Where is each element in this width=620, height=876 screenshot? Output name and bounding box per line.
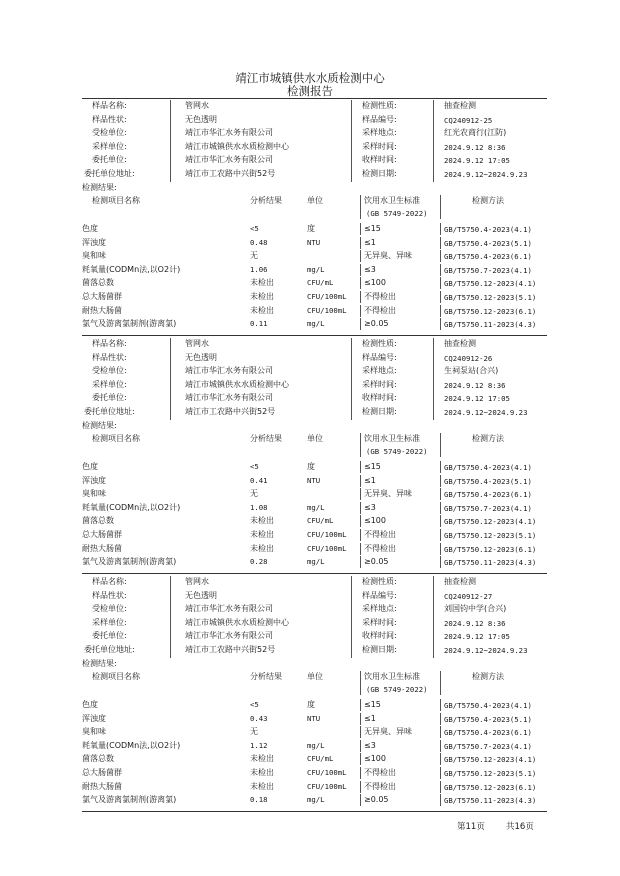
column-header-standard: 饮用水卫生标准 bbox=[364, 434, 420, 443]
table-row-result: 无 bbox=[250, 489, 258, 499]
info-divider bbox=[170, 576, 171, 658]
section-rule bbox=[82, 335, 547, 336]
table-divider bbox=[440, 291, 441, 303]
results-label: 检测结果: bbox=[82, 659, 117, 668]
receive-time-value: 2024.9.12 17:05 bbox=[444, 632, 510, 642]
sample-name-label: 样品名称: bbox=[92, 577, 127, 586]
header-rule bbox=[82, 98, 547, 99]
table-row-unit: 度 bbox=[307, 224, 315, 233]
table-row-standard: ≤100 bbox=[364, 278, 386, 288]
table-divider bbox=[440, 223, 441, 235]
table-row-standard: 不得检出 bbox=[364, 768, 396, 777]
sampling-time-value: 2024.9.12 8:36 bbox=[444, 380, 506, 390]
table-divider bbox=[440, 515, 441, 527]
table-row-item: 臭和味 bbox=[82, 251, 106, 261]
table-divider bbox=[360, 433, 361, 457]
test-date-label: 检测日期: bbox=[362, 407, 397, 416]
table-divider bbox=[440, 529, 441, 541]
table-row-item: 氯气及游离氯制剂(游离氯) bbox=[82, 795, 177, 805]
table-row-unit: CFU/mL bbox=[307, 278, 334, 288]
sample-name-value: 管网水 bbox=[185, 339, 209, 348]
table-divider bbox=[440, 264, 441, 276]
table-row-result: <5 bbox=[250, 700, 259, 709]
table-row-standard: ≥0.05 bbox=[364, 557, 389, 567]
table-row-result: 未检出 bbox=[250, 292, 274, 301]
table-row-item: 菌落总数 bbox=[82, 754, 114, 764]
table-row-method: GB/T5750.4-2023(5.1) bbox=[444, 714, 532, 724]
table-divider bbox=[360, 529, 361, 541]
sampling-time-value: 2024.9.12 8:36 bbox=[444, 618, 506, 628]
table-divider bbox=[360, 794, 361, 806]
entrust-unit-value: 靖江市华汇水务有限公司 bbox=[185, 155, 273, 165]
column-header-standard: 饮用水卫生标准 bbox=[364, 672, 420, 681]
table-divider bbox=[440, 556, 441, 568]
test-date-value: 2024.9.12~2024.9.23 bbox=[444, 646, 528, 655]
table-row-standard: ≤100 bbox=[364, 516, 386, 526]
receive-time-value: 2024.9.12 17:05 bbox=[444, 394, 510, 404]
table-row-item: 总大肠菌群 bbox=[82, 768, 122, 777]
sample-no-label: 样品编号: bbox=[362, 114, 397, 124]
table-row-method: GB/T5750.4-2023(6.1) bbox=[444, 728, 532, 738]
table-row-item: 浑浊度 bbox=[82, 475, 106, 485]
sample-no-value: CQ240912-26 bbox=[444, 353, 493, 363]
table-row-method: GB/T5750.12-2023(5.1) bbox=[444, 769, 537, 778]
column-header-unit: 单位 bbox=[307, 196, 323, 205]
table-divider bbox=[360, 488, 361, 500]
table-row-result: 未检出 bbox=[250, 278, 274, 288]
table-divider bbox=[360, 556, 361, 568]
table-row-item: 菌落总数 bbox=[82, 516, 114, 526]
table-divider bbox=[360, 291, 361, 303]
table-row-unit: mg/L bbox=[307, 740, 325, 750]
table-row-unit: NTU bbox=[307, 475, 321, 485]
table-divider bbox=[360, 237, 361, 249]
table-row-standard: 无异臭、异味 bbox=[364, 727, 412, 737]
table-row-standard: ≥0.05 bbox=[364, 795, 389, 805]
table-row-method: GB/T5750.12-2023(6.1) bbox=[444, 782, 537, 792]
entrust-unit-value: 靖江市华汇水务有限公司 bbox=[185, 631, 273, 641]
entrust-unit-label: 委托单位: bbox=[92, 155, 127, 165]
sample-name-label: 样品名称: bbox=[92, 339, 127, 348]
table-row-method: GB/T5750.7-2023(4.1) bbox=[444, 503, 532, 513]
table-row-method: GB/T5750.11-2023(4.3) bbox=[444, 320, 537, 330]
table-row-unit: CFU/100mL bbox=[307, 530, 347, 539]
info-divider bbox=[351, 576, 352, 658]
table-divider bbox=[360, 475, 361, 487]
info-divider bbox=[351, 100, 352, 182]
table-row-method: GB/T5750.12-2023(4.1) bbox=[444, 755, 537, 765]
table-divider bbox=[360, 502, 361, 514]
sample-property-label: 样品性状: bbox=[92, 352, 127, 362]
table-divider bbox=[440, 433, 441, 457]
sample-name-label: 样品名称: bbox=[92, 101, 127, 110]
table-divider bbox=[440, 461, 441, 473]
sampling-place-value: 生祠泵站(合兴) bbox=[444, 366, 499, 376]
table-divider bbox=[360, 515, 361, 527]
table-row-method: GB/T5750.11-2023(4.3) bbox=[444, 796, 537, 806]
sampling-unit-value: 靖江市城镇供水水质检测中心 bbox=[185, 379, 289, 389]
sampling-unit-value: 靖江市城镇供水水质检测中心 bbox=[185, 141, 289, 151]
table-row-method: GB/T5750.12-2023(5.1) bbox=[444, 531, 537, 540]
table-row-method: GB/T5750.12-2023(4.1) bbox=[444, 517, 537, 527]
table-row-unit: CFU/100mL bbox=[307, 543, 347, 553]
table-divider bbox=[440, 713, 441, 725]
table-row-result: 0.28 bbox=[250, 557, 268, 567]
column-header-item: 检测项目名称 bbox=[92, 672, 140, 681]
sample-no-value: CQ240912-27 bbox=[444, 591, 493, 601]
column-header-method: 检测方法 bbox=[472, 672, 504, 681]
table-row-unit: CFU/100mL bbox=[307, 781, 347, 791]
table-divider bbox=[440, 753, 441, 765]
test-nature-label: 检测性质: bbox=[362, 339, 397, 348]
table-row-method: GB/T5750.4-2023(4.1) bbox=[444, 225, 532, 234]
table-divider bbox=[440, 781, 441, 793]
table-divider bbox=[360, 195, 361, 219]
table-row-item: 耗氧量(CODMn法,以O2计) bbox=[82, 502, 181, 512]
table-divider bbox=[440, 488, 441, 500]
table-row-result: 未检出 bbox=[250, 305, 274, 315]
table-row-result: 未检出 bbox=[250, 754, 274, 764]
column-header-unit: 单位 bbox=[307, 434, 323, 443]
sampling-time-label: 采样时间: bbox=[362, 379, 397, 389]
sampling-unit-label: 采样单位: bbox=[92, 379, 127, 389]
table-row-result: 未检出 bbox=[250, 768, 274, 777]
table-divider bbox=[360, 277, 361, 289]
page-number: 第11页 bbox=[457, 822, 485, 832]
table-row-unit: CFU/mL bbox=[307, 754, 334, 764]
table-row-item: 菌落总数 bbox=[82, 278, 114, 288]
table-divider bbox=[360, 671, 361, 695]
table-row-unit: NTU bbox=[307, 713, 321, 723]
table-row-method: GB/T5750.7-2023(4.1) bbox=[444, 265, 532, 275]
table-row-standard: ≤15 bbox=[364, 224, 381, 233]
column-header-method: 检测方法 bbox=[472, 196, 504, 205]
test-date-value: 2024.9.12~2024.9.23 bbox=[444, 408, 528, 417]
section-rule bbox=[82, 811, 547, 812]
table-row-standard: 无异臭、异味 bbox=[364, 489, 412, 499]
table-row-standard: 不得检出 bbox=[364, 292, 396, 301]
table-row-item: 耐热大肠菌 bbox=[82, 781, 122, 791]
entrust-address-value: 靖江市工农路中兴街52号 bbox=[185, 645, 276, 654]
entrust-unit-value: 靖江市华汇水务有限公司 bbox=[185, 393, 273, 403]
table-row-result: 0.48 bbox=[250, 237, 268, 247]
table-row-result: 未检出 bbox=[250, 530, 274, 539]
test-nature-label: 检测性质: bbox=[362, 101, 397, 110]
entrust-address-value: 靖江市工农路中兴街52号 bbox=[185, 169, 276, 178]
test-nature-value: 抽查检测 bbox=[444, 577, 476, 586]
test-date-value: 2024.9.12~2024.9.23 bbox=[444, 170, 528, 179]
table-row-standard: ≤15 bbox=[364, 462, 381, 471]
table-row-unit: mg/L bbox=[307, 557, 325, 567]
sample-property-value: 无色透明 bbox=[185, 114, 217, 124]
table-row-method: GB/T5750.4-2023(5.1) bbox=[444, 476, 532, 486]
receive-time-value: 2024.9.12 17:05 bbox=[444, 156, 510, 166]
sample-no-label: 样品编号: bbox=[362, 352, 397, 362]
info-divider bbox=[433, 338, 434, 420]
table-row-item: 氯气及游离氯制剂(游离氯) bbox=[82, 557, 177, 567]
client-unit-label: 受检单位: bbox=[92, 128, 127, 138]
table-row-result: 1.06 bbox=[250, 264, 268, 274]
table-row-unit: 度 bbox=[307, 700, 315, 709]
results-label: 检测结果: bbox=[82, 183, 117, 192]
receive-time-label: 收样时间: bbox=[362, 393, 397, 403]
client-unit-value: 靖江市华汇水务有限公司 bbox=[185, 128, 273, 138]
table-row-result: 无 bbox=[250, 251, 258, 261]
table-row-item: 总大肠菌群 bbox=[82, 292, 122, 301]
table-row-standard: 不得检出 bbox=[364, 305, 396, 315]
client-unit-label: 受检单位: bbox=[92, 366, 127, 376]
column-header-standard-code: (GB 5749-2022) bbox=[366, 447, 428, 456]
table-row-item: 耗氧量(CODMn法,以O2计) bbox=[82, 740, 181, 750]
column-header-result: 分析结果 bbox=[250, 434, 282, 443]
table-divider bbox=[360, 250, 361, 262]
sampling-unit-value: 靖江市城镇供水水质检测中心 bbox=[185, 617, 289, 627]
section-rule bbox=[82, 573, 547, 574]
sampling-place-label: 采样地点: bbox=[362, 604, 397, 614]
table-divider bbox=[360, 264, 361, 276]
sampling-place-label: 采样地点: bbox=[362, 128, 397, 138]
table-divider bbox=[360, 543, 361, 555]
table-row-method: GB/T5750.4-2023(6.1) bbox=[444, 490, 532, 500]
page-total: 共16页 bbox=[506, 822, 534, 832]
table-row-standard: ≤1 bbox=[364, 237, 376, 247]
receive-time-label: 收样时间: bbox=[362, 631, 397, 641]
column-header-standard: 饮用水卫生标准 bbox=[364, 196, 420, 205]
table-row-standard: ≤15 bbox=[364, 700, 381, 709]
table-row-item: 臭和味 bbox=[82, 727, 106, 737]
table-row-standard: 不得检出 bbox=[364, 543, 396, 553]
table-row-unit: mg/L bbox=[307, 319, 325, 329]
sampling-place-label: 采样地点: bbox=[362, 366, 397, 376]
table-divider bbox=[440, 277, 441, 289]
table-row-item: 色度 bbox=[82, 462, 98, 471]
table-row-item: 耐热大肠菌 bbox=[82, 543, 122, 553]
table-row-result: <5 bbox=[250, 462, 259, 471]
client-unit-value: 靖江市华汇水务有限公司 bbox=[185, 366, 273, 376]
table-row-method: GB/T5750.12-2023(6.1) bbox=[444, 544, 537, 554]
sample-name-value: 管网水 bbox=[185, 577, 209, 586]
test-date-label: 检测日期: bbox=[362, 169, 397, 178]
column-header-standard-code: (GB 5749-2022) bbox=[366, 209, 428, 218]
table-row-method: GB/T5750.7-2023(4.1) bbox=[444, 741, 532, 751]
table-row-method: GB/T5750.4-2023(5.1) bbox=[444, 238, 532, 248]
table-row-method: GB/T5750.12-2023(4.1) bbox=[444, 279, 537, 289]
sample-property-label: 样品性状: bbox=[92, 114, 127, 124]
table-row-unit: CFU/100mL bbox=[307, 292, 347, 301]
sampling-unit-label: 采样单位: bbox=[92, 141, 127, 151]
table-row-unit: CFU/100mL bbox=[307, 768, 347, 777]
table-row-result: <5 bbox=[250, 224, 259, 233]
info-divider bbox=[170, 100, 171, 182]
sampling-place-value: 红光农商行(江防) bbox=[444, 128, 507, 138]
page-title: 靖江市城镇供水水质检测中心 bbox=[235, 71, 385, 85]
table-row-result: 未检出 bbox=[250, 543, 274, 553]
table-divider bbox=[440, 305, 441, 317]
info-divider bbox=[433, 576, 434, 658]
table-row-unit: NTU bbox=[307, 237, 321, 247]
table-row-unit: mg/L bbox=[307, 795, 325, 805]
table-row-item: 耐热大肠菌 bbox=[82, 305, 122, 315]
table-divider bbox=[440, 475, 441, 487]
table-row-result: 1.08 bbox=[250, 502, 268, 512]
table-row-standard: ≤1 bbox=[364, 713, 376, 723]
entrust-unit-label: 委托单位: bbox=[92, 631, 127, 641]
client-unit-label: 受检单位: bbox=[92, 604, 127, 614]
info-divider bbox=[170, 338, 171, 420]
table-row-standard: 无异臭、异味 bbox=[364, 251, 412, 261]
table-divider bbox=[360, 699, 361, 711]
table-divider bbox=[360, 726, 361, 738]
column-header-item: 检测项目名称 bbox=[92, 196, 140, 205]
sampling-place-value: 刘国钧中学(合兴) bbox=[444, 604, 507, 614]
client-unit-value: 靖江市华汇水务有限公司 bbox=[185, 604, 273, 614]
table-row-item: 色度 bbox=[82, 224, 98, 233]
table-row-standard: 不得检出 bbox=[364, 781, 396, 791]
table-row-result: 0.41 bbox=[250, 475, 268, 485]
table-row-item: 浑浊度 bbox=[82, 237, 106, 247]
table-row-unit: mg/L bbox=[307, 502, 325, 512]
results-label: 检测结果: bbox=[82, 421, 117, 430]
test-nature-label: 检测性质: bbox=[362, 577, 397, 586]
table-divider bbox=[360, 781, 361, 793]
table-row-unit: mg/L bbox=[307, 264, 325, 274]
page-subtitle: 检测报告 bbox=[287, 84, 333, 98]
table-divider bbox=[360, 767, 361, 779]
table-divider bbox=[440, 671, 441, 695]
column-header-item: 检测项目名称 bbox=[92, 434, 140, 443]
entrust-address-label: 委托单位地址: bbox=[84, 645, 135, 654]
receive-time-label: 收样时间: bbox=[362, 155, 397, 165]
table-divider bbox=[360, 713, 361, 725]
sampling-unit-label: 采样单位: bbox=[92, 617, 127, 627]
table-row-standard: ≤1 bbox=[364, 475, 376, 485]
column-header-method: 检测方法 bbox=[472, 434, 504, 443]
column-header-unit: 单位 bbox=[307, 672, 323, 681]
table-row-item: 耗氧量(CODMn法,以O2计) bbox=[82, 264, 181, 274]
table-row-method: GB/T5750.4-2023(6.1) bbox=[444, 252, 532, 262]
sample-no-value: CQ240912-25 bbox=[444, 115, 493, 125]
table-row-result: 未检出 bbox=[250, 516, 274, 526]
table-row-result: 未检出 bbox=[250, 781, 274, 791]
table-row-standard: ≤3 bbox=[364, 502, 376, 512]
table-row-result: 0.18 bbox=[250, 795, 268, 805]
table-divider bbox=[360, 740, 361, 752]
sampling-time-label: 采样时间: bbox=[362, 141, 397, 151]
table-divider bbox=[440, 726, 441, 738]
table-divider bbox=[440, 740, 441, 752]
table-row-unit: CFU/mL bbox=[307, 516, 334, 526]
table-divider bbox=[440, 794, 441, 806]
table-divider bbox=[440, 195, 441, 219]
table-row-result: 0.11 bbox=[250, 319, 268, 329]
entrust-unit-label: 委托单位: bbox=[92, 393, 127, 403]
table-row-standard: ≥0.05 bbox=[364, 319, 389, 329]
table-row-unit: CFU/100mL bbox=[307, 305, 347, 315]
table-divider bbox=[440, 250, 441, 262]
test-nature-value: 抽查检测 bbox=[444, 339, 476, 348]
table-row-item: 总大肠菌群 bbox=[82, 530, 122, 539]
entrust-address-value: 靖江市工农路中兴街52号 bbox=[185, 407, 276, 416]
table-divider bbox=[440, 699, 441, 711]
table-divider bbox=[360, 318, 361, 330]
column-header-result: 分析结果 bbox=[250, 672, 282, 681]
sample-name-value: 管网水 bbox=[185, 101, 209, 110]
sampling-time-value: 2024.9.12 8:36 bbox=[444, 142, 506, 152]
sample-property-value: 无色透明 bbox=[185, 590, 217, 600]
table-row-method: GB/T5750.12-2023(5.1) bbox=[444, 293, 537, 302]
table-row-result: 0.43 bbox=[250, 713, 268, 723]
table-row-method: GB/T5750.12-2023(6.1) bbox=[444, 306, 537, 316]
table-divider bbox=[440, 502, 441, 514]
sample-property-label: 样品性状: bbox=[92, 590, 127, 600]
table-row-item: 浑浊度 bbox=[82, 713, 106, 723]
table-row-item: 臭和味 bbox=[82, 489, 106, 499]
table-row-standard: ≤100 bbox=[364, 754, 386, 764]
table-divider bbox=[360, 223, 361, 235]
table-divider bbox=[440, 767, 441, 779]
table-divider bbox=[360, 461, 361, 473]
sampling-time-label: 采样时间: bbox=[362, 617, 397, 627]
test-nature-value: 抽查检测 bbox=[444, 101, 476, 110]
entrust-address-label: 委托单位地址: bbox=[84, 169, 135, 178]
table-row-method: GB/T5750.4-2023(4.1) bbox=[444, 701, 532, 710]
table-row-standard: ≤3 bbox=[364, 264, 376, 274]
table-row-result: 1.12 bbox=[250, 740, 268, 750]
table-divider bbox=[440, 318, 441, 330]
table-row-unit: 度 bbox=[307, 462, 315, 471]
info-divider bbox=[351, 338, 352, 420]
table-divider bbox=[440, 543, 441, 555]
sample-property-value: 无色透明 bbox=[185, 352, 217, 362]
table-row-item: 氯气及游离氯制剂(游离氯) bbox=[82, 319, 177, 329]
column-header-result: 分析结果 bbox=[250, 196, 282, 205]
sample-no-label: 样品编号: bbox=[362, 590, 397, 600]
table-row-standard: ≤3 bbox=[364, 740, 376, 750]
table-row-item: 色度 bbox=[82, 700, 98, 709]
table-row-method: GB/T5750.11-2023(4.3) bbox=[444, 558, 537, 568]
table-row-result: 无 bbox=[250, 727, 258, 737]
test-date-label: 检测日期: bbox=[362, 645, 397, 654]
table-divider bbox=[360, 305, 361, 317]
table-divider bbox=[360, 753, 361, 765]
info-divider bbox=[433, 100, 434, 182]
table-row-method: GB/T5750.4-2023(4.1) bbox=[444, 463, 532, 472]
entrust-address-label: 委托单位地址: bbox=[84, 407, 135, 416]
table-divider bbox=[440, 237, 441, 249]
column-header-standard-code: (GB 5749-2022) bbox=[366, 685, 428, 694]
table-row-standard: 不得检出 bbox=[364, 530, 396, 539]
